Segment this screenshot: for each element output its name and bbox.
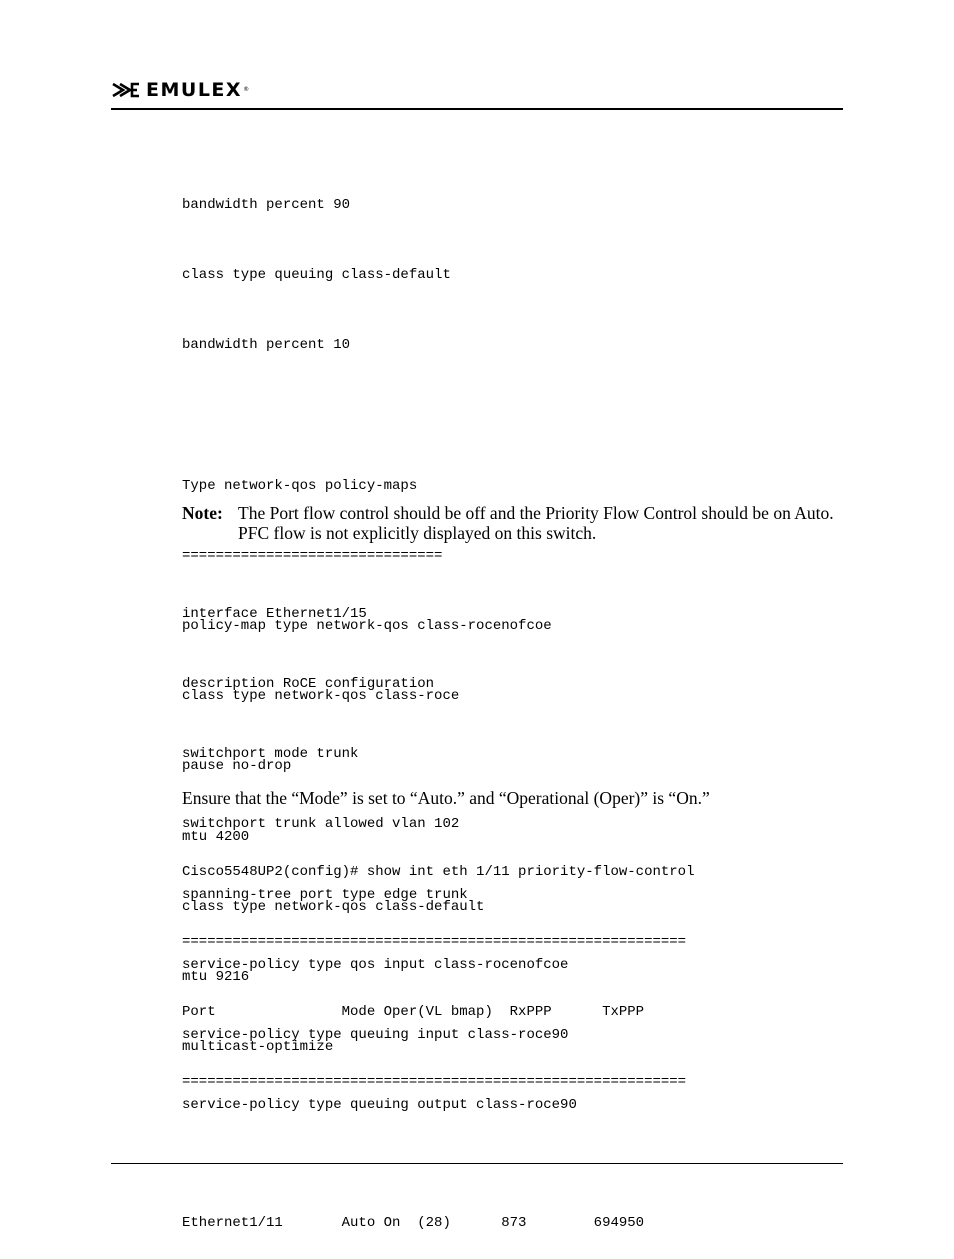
- note-label: Note:: [182, 503, 223, 523]
- code-line: class type queuing class-default: [182, 267, 451, 284]
- footer-rule: [111, 1163, 843, 1164]
- code-line: description RoCE configuration: [182, 676, 435, 693]
- code-line: service-policy type queuing input class-roce90: [182, 1027, 569, 1044]
- code-line: switchport trunk allowed vlan 102: [182, 816, 460, 833]
- code-line: [182, 404, 552, 427]
- code-line: Port Mode Oper(VL bmap) RxPPP TxPPP: [182, 1004, 645, 1021]
- code-line: [182, 1142, 694, 1165]
- code-line: spanning-tree port type edge trunk: [182, 886, 468, 903]
- code-line: class type network-qos class-default: [182, 898, 485, 915]
- code-line: policy-map type network-qos class-rocenofcoe: [182, 618, 552, 635]
- code-line: pause no-drop: [182, 758, 292, 775]
- code-line: mtu 4200: [182, 828, 250, 845]
- code-line: service-policy type queuing output class-roce90: [182, 1097, 577, 1114]
- header-logo: [111, 80, 249, 100]
- code-line: mtu 9216: [182, 969, 250, 986]
- code-line: ============================================================: [182, 1074, 687, 1091]
- code-line: multicast-optimize: [182, 1039, 334, 1056]
- code-line: bandwidth percent 90: [182, 196, 351, 213]
- code-line: Type network-qos policy-maps: [182, 477, 418, 494]
- code-line: service-policy type qos input class-rocenofcoe: [182, 956, 569, 973]
- code-line: Cisco5548UP2(config)# show int eth 1/11 priority-flow-control: [182, 863, 695, 880]
- code-line: ============================================================: [182, 934, 687, 951]
- code-line: bandwidth percent 10: [182, 337, 351, 354]
- emulex-logo-icon: [111, 82, 141, 98]
- code-line: ===============================: [182, 547, 443, 564]
- note-text: The Port flow control should be off and the Priority Flow Control should be on Auto. PFC flow is not explicitly displayed on this switch.: [238, 503, 834, 543]
- code-line: interface Ethernet1/15: [182, 605, 367, 622]
- logo-trademark: ®: [243, 86, 250, 93]
- code-line: switchport mode trunk: [182, 746, 359, 763]
- logo-text: EMULEX: [146, 79, 243, 101]
- code-line: class type network-qos class-roce: [182, 688, 460, 705]
- header-rule: [111, 108, 843, 110]
- mode-instruction-paragraph: Ensure that the “Mode” is set to “Auto.” and “Operational (Oper)” is “On.”: [182, 788, 710, 808]
- note-box: [182, 503, 842, 543]
- code-block-pfc-output: [182, 814, 694, 1259]
- code-line: Ethernet1/11 Auto On (28) 873 694950: [182, 1214, 645, 1231]
